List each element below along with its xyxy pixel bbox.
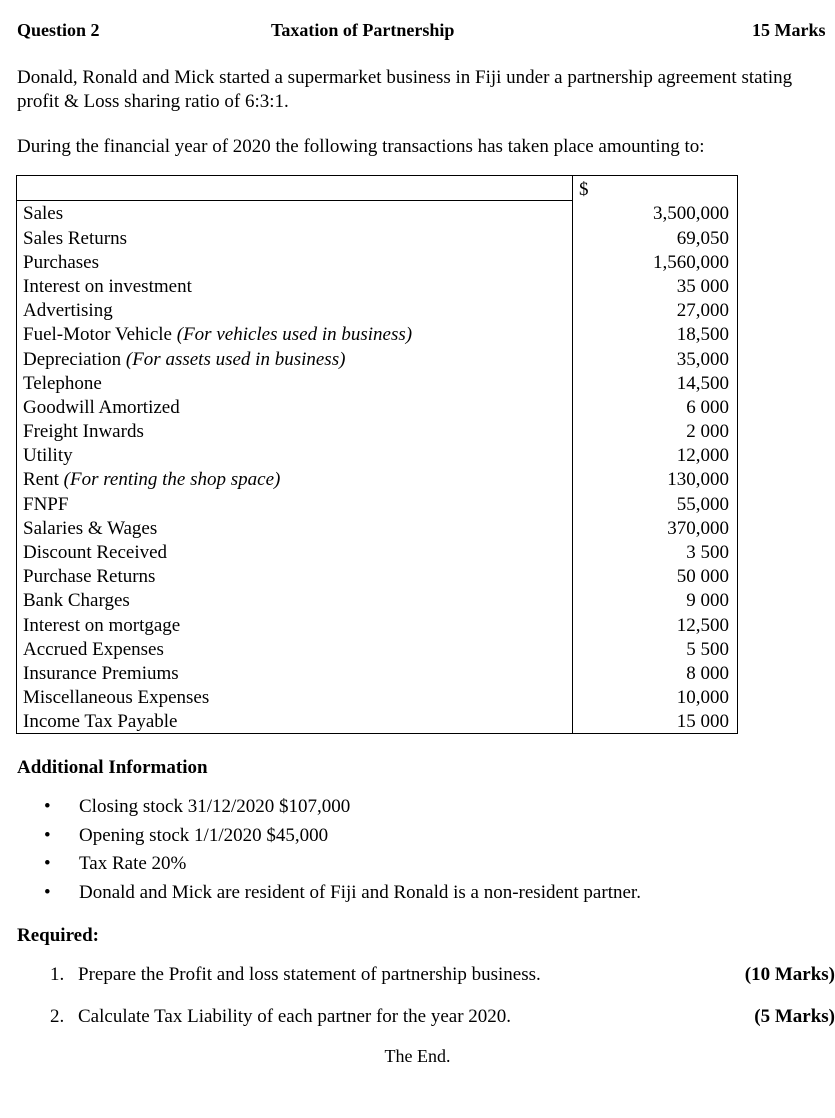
table-row [17, 395, 738, 419]
table-row [17, 467, 738, 491]
list-item-text: Closing stock 31/12/2020 $107,000 [79, 796, 351, 817]
item-label: Rent [23, 469, 64, 491]
item-label: Interest on mortgage [23, 614, 181, 636]
item-note: (For assets used in business) [125, 348, 346, 370]
table-row [17, 516, 738, 540]
item-amount: 14,500 [573, 371, 738, 395]
additional-info-heading: Additional Information [17, 757, 208, 778]
list-item-text: Tax Rate 20% [79, 853, 187, 874]
item-amount: 9 000 [573, 588, 738, 612]
item-amount: 3,500,000 [573, 201, 738, 226]
list-item-text: Donald and Mick are resident of Fiji and Ronald is a non-resident partner. [79, 881, 641, 903]
bullet-icon: • [44, 881, 51, 903]
table-row [17, 612, 738, 636]
table-row [17, 371, 738, 395]
list-item [44, 824, 641, 853]
item-label-cell [17, 298, 573, 322]
currency-header: $ [573, 176, 738, 201]
required-item-text: Prepare the Profit and loss statement of partnership business. [78, 964, 541, 985]
additional-info-list [44, 795, 641, 909]
item-amount: 55,000 [573, 491, 738, 515]
table-row [17, 225, 738, 249]
table-row [17, 637, 738, 661]
item-label-cell [17, 467, 573, 491]
transactions-intro: During the financial year of 2020 the following transactions has taken place amounting to: [17, 136, 705, 157]
list-item [44, 795, 641, 824]
table-header-row [17, 176, 738, 201]
table-row [17, 298, 738, 322]
item-amount: 35 000 [573, 274, 738, 298]
item-label-cell [17, 346, 573, 370]
item-label: Fuel-Motor Vehicle [23, 324, 177, 346]
item-label: Freight Inwards [23, 421, 144, 443]
item-label: Sales [23, 203, 64, 225]
list-item-text: Opening stock 1/1/2020 $45,000 [79, 824, 329, 846]
table-row [17, 322, 738, 346]
item-label: Sales Returns [23, 227, 127, 249]
list-item [44, 881, 641, 910]
item-amount: 10,000 [573, 685, 738, 709]
item-amount: 6 000 [573, 395, 738, 419]
question-number: Question 2 [17, 20, 100, 40]
question-title: Taxation of Partnership [271, 20, 455, 40]
required-item-number: 2. [50, 1006, 65, 1027]
item-label-cell [17, 250, 573, 274]
item-amount: 50 000 [573, 564, 738, 588]
table-row [17, 491, 738, 515]
item-amount: 12,500 [573, 612, 738, 636]
item-amount: 130,000 [573, 467, 738, 491]
required-item-marks: (10 Marks) [744, 964, 835, 985]
table-row [17, 564, 738, 588]
item-amount: 69,050 [573, 225, 738, 249]
item-label: Accrued Expenses [23, 638, 164, 660]
item-label: Discount Received [23, 542, 168, 563]
item-label-cell [17, 371, 573, 395]
item-note: (For vehicles used in business) [176, 324, 413, 346]
transactions-table [16, 175, 738, 734]
table-row [17, 419, 738, 443]
question-marks: 15 Marks [752, 20, 826, 40]
item-label: Purchase Returns [23, 566, 156, 588]
table-row [17, 709, 738, 734]
item-label: Income Tax Payable [23, 711, 178, 733]
item-amount: 18,500 [573, 322, 738, 346]
table-row [17, 443, 738, 467]
item-label-cell [17, 491, 573, 515]
question-header [17, 20, 835, 44]
table-row [17, 661, 738, 685]
item-label-cell [17, 588, 573, 612]
required-item-marks: (5 Marks) [754, 1006, 835, 1027]
item-amount: 12,000 [573, 443, 738, 467]
item-label: Depreciation [23, 348, 126, 370]
item-label-cell [17, 685, 573, 709]
item-amount: 1,560,000 [573, 250, 738, 274]
item-note: (For renting the shop space) [63, 469, 281, 491]
intro-paragraph: Donald, Ronald and Mick started a supermarket business in Fiji under a partnership agreement stating profit & Loss sharing ratio of 6:3:1. [17, 67, 793, 112]
item-label-cell [17, 540, 573, 564]
item-label-cell [17, 201, 573, 226]
table-row [17, 540, 738, 564]
item-label: Goodwill Amortized [23, 396, 180, 418]
item-label: Advertising [23, 300, 113, 322]
item-label: Interest on investment [23, 275, 192, 297]
table-row [17, 274, 738, 298]
item-label: Bank Charges [23, 590, 130, 612]
required-item-text: Calculate Tax Liability of each partner for the year 2020. [78, 1006, 512, 1027]
item-label-cell [17, 564, 573, 588]
item-label-cell [17, 443, 573, 467]
item-label: Salaries & Wages [23, 517, 158, 539]
item-label-cell [17, 419, 573, 443]
list-item [44, 852, 641, 881]
table-row [17, 588, 738, 612]
item-amount: 27,000 [573, 298, 738, 322]
item-label-cell [17, 225, 573, 249]
item-amount: 35,000 [573, 346, 738, 370]
table-row [17, 346, 738, 370]
item-label-cell [17, 395, 573, 419]
required-item-number: 1. [50, 964, 65, 985]
item-label: Telephone [23, 372, 102, 394]
item-label: Insurance Premiums [23, 662, 179, 684]
item-amount: 15 000 [573, 709, 738, 734]
item-label-cell [17, 516, 573, 540]
item-label-cell [17, 322, 573, 346]
table-row [17, 250, 738, 274]
required-heading: Required: [17, 925, 99, 946]
item-label-cell [17, 274, 573, 298]
bullet-icon: • [44, 824, 51, 846]
bullet-icon: • [44, 796, 51, 817]
item-label-cell [17, 661, 573, 685]
item-label: Purchases [23, 251, 99, 273]
item-label-cell [17, 709, 573, 734]
item-label: Utility [23, 445, 73, 467]
bullet-icon: • [44, 853, 51, 874]
item-amount: 5 500 [573, 637, 738, 661]
item-label: Miscellaneous Expenses [23, 687, 210, 709]
header-label-cell [17, 176, 573, 201]
the-end: The End. [384, 1046, 451, 1066]
table-row [17, 685, 738, 709]
item-amount: 3 500 [573, 540, 738, 564]
item-label-cell [17, 612, 573, 636]
item-label: FNPF [23, 493, 69, 515]
table-row [17, 201, 738, 226]
item-label-cell [17, 637, 573, 661]
item-amount: 370,000 [573, 516, 738, 540]
item-amount: 8 000 [573, 661, 738, 685]
item-amount: 2 000 [573, 419, 738, 443]
